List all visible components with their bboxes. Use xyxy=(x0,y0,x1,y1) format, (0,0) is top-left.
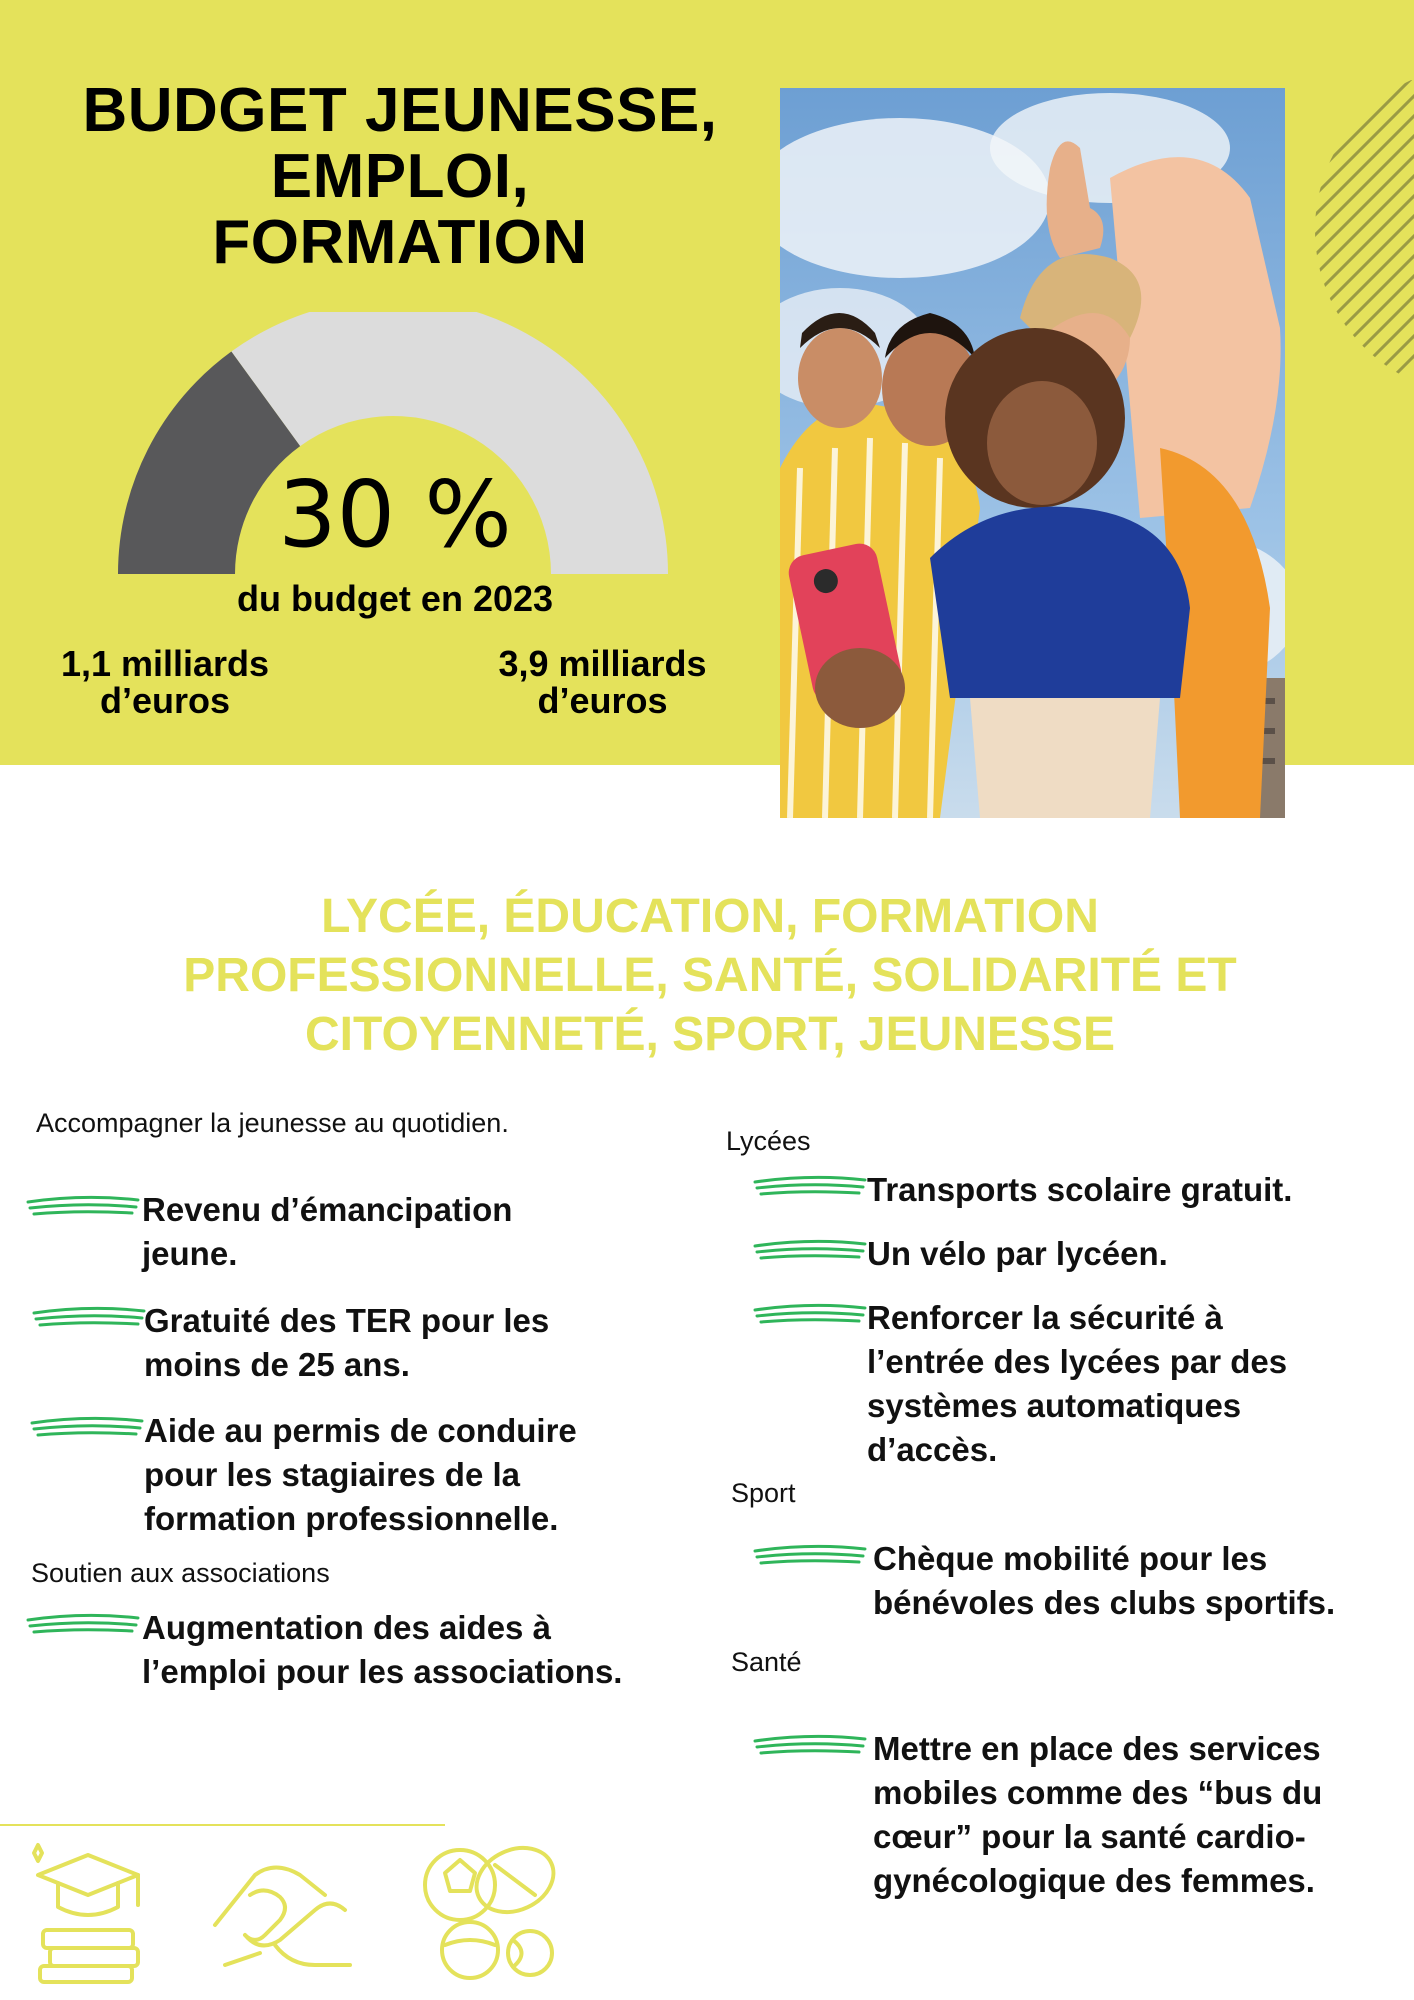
list-item-text: Gratuité des TER pour les moins de 25 ans. xyxy=(144,1302,550,1383)
green-marker-icon xyxy=(751,1298,869,1332)
gauge-caption: du budget en 2023 xyxy=(236,578,554,619)
green-marker-icon xyxy=(751,1729,869,1763)
list-item-text: Renforcer la sécurité à l’entrée des lycées par des systèmes automatiques d’accès. xyxy=(867,1299,1288,1468)
list-item xyxy=(751,1296,1287,1472)
green-marker-icon xyxy=(24,1608,142,1642)
list-item-text: Revenu d’émancipation jeune. xyxy=(142,1191,513,1272)
list-item-text: Augmentation des aides à l’emploi pour les associations. xyxy=(142,1609,623,1690)
lycees-label: Lycées xyxy=(726,1126,811,1156)
sports-balls-icon xyxy=(415,1835,565,1985)
list-item-text: Mettre en place des services mobiles comme des “bus du cœur” pour la santé cardio- gynécologique des femmes. xyxy=(873,1730,1323,1899)
list-item xyxy=(751,1537,1335,1625)
handshake-icon xyxy=(205,1835,355,1985)
list-item xyxy=(24,1606,622,1694)
sport-label: Sport xyxy=(731,1478,796,1508)
list-item-text: Aide au permis de conduire pour les stagiaires de la formation professionnelle. xyxy=(144,1412,577,1537)
list-item xyxy=(751,1168,1292,1212)
intro-text: Accompagner la jeunesse au quotidien. xyxy=(36,1108,509,1138)
list-item-text: Transports scolaire gratuit. xyxy=(867,1171,1293,1208)
gauge-percent: 30 % xyxy=(278,461,512,568)
green-marker-icon xyxy=(24,1190,142,1224)
section-title: LYCÉE, ÉDUCATION, FORMATION PROFESSIONNELLE, SANTÉ, SOLIDARITÉ ET CITOYENNETÉ, SPORT, JEUNESSE xyxy=(183,890,1237,1061)
list-item-text: Chèque mobilité pour les bénévoles des clubs sportifs. xyxy=(873,1540,1336,1621)
green-marker-icon xyxy=(751,1539,869,1573)
amount-right: 3,9 milliards d’euros xyxy=(498,643,707,721)
graduation-books-icon xyxy=(28,1835,148,1985)
footer-divider xyxy=(0,1824,445,1826)
associations-label: Soutien aux associations xyxy=(31,1558,330,1588)
list-item xyxy=(751,1727,1322,1903)
green-marker-icon xyxy=(28,1411,146,1445)
list-item xyxy=(24,1188,512,1276)
green-marker-icon xyxy=(30,1301,148,1335)
page-title: BUDGET JEUNESSE, EMPLOI, FORMATION xyxy=(82,76,718,277)
list-item xyxy=(28,1409,577,1541)
green-marker-icon xyxy=(751,1170,869,1204)
green-marker-icon xyxy=(751,1234,869,1268)
list-item-text: Un vélo par lycéen. xyxy=(867,1235,1168,1272)
amount-left: 1,1 milliards d’euros xyxy=(60,643,270,721)
youth-group-photo xyxy=(780,88,1285,818)
list-item xyxy=(30,1299,549,1387)
stripes-decoration-icon xyxy=(1310,80,1414,380)
list-item xyxy=(751,1232,1168,1276)
sante-label: Santé xyxy=(731,1647,802,1677)
